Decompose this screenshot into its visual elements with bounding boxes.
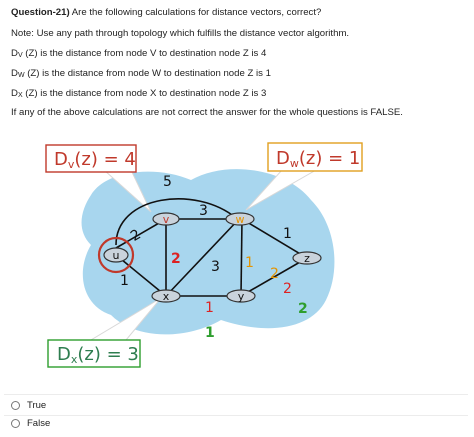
- router-u-label: u: [112, 249, 120, 262]
- callout-dw-sub: w: [289, 157, 299, 170]
- weight-y-z: 2: [270, 266, 279, 282]
- statement-dv-sub: V: [17, 52, 23, 59]
- question-number: Question-21): [11, 7, 70, 18]
- statement-dw-prefix: D: [11, 68, 18, 79]
- callout-dx: [48, 340, 140, 367]
- router-v-label: v: [162, 213, 170, 226]
- weight-w-y: 1: [245, 255, 254, 271]
- router-w-label: w: [235, 213, 245, 226]
- statement-dv-text: (Z) is the distance from node V to destination node Z is 4: [22, 48, 267, 59]
- statement-dx-prefix: D: [11, 88, 18, 99]
- weight-w-z: 1: [283, 226, 292, 242]
- router-u: [104, 248, 128, 262]
- question-heading: [11, 7, 321, 19]
- callout-dv-d: D: [54, 149, 68, 170]
- weight-x-w: 3: [211, 259, 220, 275]
- statement-dv: [11, 48, 266, 62]
- callout-dw: [268, 143, 362, 171]
- router-x-label: x: [162, 290, 170, 303]
- option-false[interactable]: [11, 418, 50, 429]
- statement-dx-text: (Z) is the distance from node X to destination node Z is 3: [22, 88, 267, 99]
- weight-u-x: 1: [120, 273, 129, 289]
- weight-x-green: 1: [205, 325, 215, 341]
- callout-dx-sub: x: [70, 353, 78, 366]
- question-note: Note: Use any path through topology which fulfills the distance vector algorithm.: [11, 28, 350, 39]
- weight-u-w: 5: [163, 174, 172, 190]
- statement-dw-text: (Z) is the distance from node W to destination node Z is 1: [24, 68, 271, 79]
- statement-dw: [11, 68, 271, 82]
- question-prompt: Are the following calculations for distance vectors, correct?: [71, 7, 322, 18]
- statement-dv-prefix: D: [11, 48, 18, 59]
- statement-dx-sub: X: [17, 92, 23, 99]
- option-divider-top: [4, 394, 468, 395]
- svg-text:Dx(z) = 3: [57, 344, 139, 366]
- callout-dw-d: D: [276, 148, 290, 169]
- callout-dx-d: D: [57, 344, 71, 365]
- weight-z-green: 2: [298, 301, 308, 317]
- router-y-label: y: [237, 290, 245, 303]
- callout-dv-sub: v: [67, 158, 75, 171]
- weight-x-y: 1: [205, 300, 214, 316]
- svg-text:Dv(z) = 4: [54, 149, 136, 171]
- router-z-label: z: [304, 252, 310, 265]
- link-w-y: [241, 219, 242, 296]
- callout-dv: [46, 145, 136, 172]
- callout-dv-rest: (z) = 4: [74, 149, 136, 170]
- radio-true[interactable]: [11, 401, 20, 410]
- option-divider-middle: [4, 415, 468, 416]
- statement-dw-sub: W: [17, 72, 25, 79]
- weight-y-z-red: 2: [283, 281, 292, 297]
- svg-text:Dw(z) = 1: [276, 148, 360, 170]
- statement-dx: [11, 88, 266, 102]
- question-footer: If any of the above calculations are not correct the answer for the whole questions is FALSE.: [11, 107, 403, 118]
- option-true[interactable]: [11, 400, 46, 411]
- weight-v-x: 2: [171, 251, 181, 267]
- option-true-label: True: [27, 400, 47, 411]
- callout-dw-rest: (z) = 1: [298, 148, 361, 169]
- radio-false[interactable]: [11, 419, 20, 428]
- network-topology-figure: [36, 140, 366, 375]
- option-false-label: False: [27, 418, 51, 429]
- callout-dx-rest: (z) = 3: [77, 344, 139, 365]
- weight-v-w: 3: [199, 203, 208, 219]
- weight-u-v: 2: [128, 226, 144, 245]
